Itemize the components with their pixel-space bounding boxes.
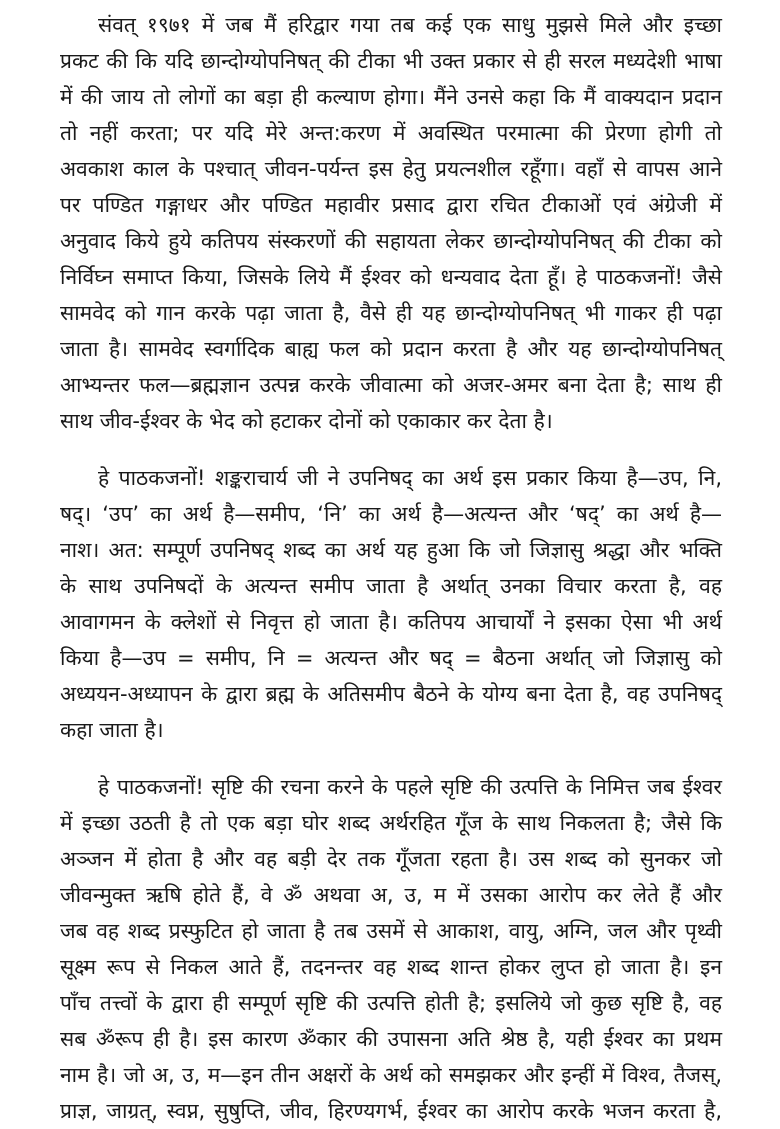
document-page	[60, 7, 722, 1129]
text-line: षद्। ‘उप’ का अर्थ है—समीप, ‘नि’ का अर्थ है—अत्यन्त और ‘षद्’ का अर्थ है—	[60, 502, 722, 526]
text-line: के साथ उपनिषदों के अत्यन्त समीप जाता है अर्थात् उनका विचार करता है, वह	[60, 574, 722, 598]
text-line: साथ जीव-ईश्वर के भेद को हटाकर दोनों को एकाकार कर देता है।	[60, 409, 553, 433]
text-line: आभ्यन्तर फल—ब्रह्मज्ञान उत्पन्न करके जीवात्मा को अजर-अमर बना देता है; साथ ही	[60, 373, 722, 397]
text-line: संवत् १९७१ में जब मैं हरिद्वार गया तब कई एक साधु मुझसे मिले और इच्छा	[98, 13, 722, 37]
text-line: अध्ययन-अध्यापन के द्वारा ब्रह्म के अतिसमीप बैठने के योग्य बना देता है, वह उपनिषद्	[60, 682, 722, 706]
text-line: जब वह शब्द प्रस्फुटित हो जाता है तब उसमें से आकाश, वायु, अग्नि, जल और पृथ्वी	[60, 919, 722, 943]
text-line: में की जाय तो लोगों का बड़ा ही कल्याण होगा। मैंने उनसे कहा कि मैं वाक्यदान प्रदान	[60, 85, 722, 109]
text-line: हे पाठकजनों! सृष्टि की रचना करने के पहले सृष्टि की उत्पत्ति के निमित्त जब ईश्वर	[98, 775, 722, 799]
text-line: जीवन्मुक्त ऋषि होते हैं, वे ॐ अथवा अ, उ, म में उसका आरोप कर लेते हैं और	[60, 883, 722, 907]
text-line: नाश। अत: सम्पूर्ण उपनिषद् शब्द का अर्थ यह हुआ कि जो जिज्ञासु श्रद्धा और भक्ति	[60, 538, 722, 562]
text-line: पाँच तत्त्वों के द्वारा ही सम्पूर्ण सृष्टि की उत्पत्ति होती है; इसलिये जो कुछ सृष्टि है, वह	[60, 991, 722, 1015]
text-line: पर पण्डित गङ्गाधर और पण्डित महावीर प्रसाद द्वारा रचित टीकाओं एवं अंग्रेजी में	[60, 193, 722, 217]
text-line: सब ॐरूप ही है। इस कारण ॐकार की उपासना अति श्रेष्ठ है, यही ईश्वर का प्रथम	[60, 1027, 722, 1051]
text-line: अवकाश काल के पश्चात् जीवन-पर्यन्त इस हेतु प्रयत्नशील रहूँगा। वहाँ से वापस आने	[60, 157, 722, 181]
text-line: निर्विघ्न समाप्त किया, जिसके लिये मैं ईश्वर को धन्यवाद देता हूँ। हे पाठकजनों! जैसे	[60, 265, 722, 289]
text-line: हे पाठकजनों! शङ्कराचार्य जी ने उपनिषद् का अर्थ इस प्रकार किया है—उप, नि,	[98, 466, 722, 490]
text-line: तो नहीं करता; पर यदि मेरे अन्त:करण में अवस्थित परमात्मा की प्रेरणा होगी तो	[60, 121, 722, 145]
text-line: सामवेद को गान करके पढ़ा जाता है, वैसे ही यह छान्दोग्योपनिषत् भी गाकर ही पढ़ा	[60, 301, 722, 325]
text-line: कहा जाता है।	[60, 718, 164, 742]
text-line: नाम है। जो अ, उ, म—इन तीन अक्षरों के अर्थ को समझकर और इन्हीं में विश्व, तैजस्,	[60, 1063, 722, 1087]
text-line: प्रकट की कि यदि छान्दोग्योपनिषत् की टीका भी उक्त प्रकार से ही सरल मध्यदेशी भाषा	[60, 49, 722, 73]
text-line: में इच्छा उठती है तो एक बड़ा घोर शब्द अर्थरहित गूँज के साथ निकलता है; जैसे कि	[60, 811, 722, 835]
text-line: प्राज्ञ, जाग्रत्, स्वप्न, सुषुप्ति, जीव, हिरण्यगर्भ, ईश्वर का आरोप करके भजन करता है,	[60, 1099, 722, 1123]
text-line: सूक्ष्म रूप से निकल आते हैं, तदनन्तर वह शब्द शान्त होकर लुप्त हो जाता है। इन	[60, 955, 722, 979]
paragraph-preface	[60, 7, 722, 439]
text-line: अनुवाद किये हुये कतिपय संस्करणों की सहायता लेकर छान्दोग्योपनिषत् की टीका को	[60, 229, 722, 253]
paragraph-upanishad-meaning	[60, 460, 722, 748]
text-line: अञ्जन में होता है और वह बड़ी देर तक गूँजता रहता है। उस शब्द को सुनकर जो	[60, 847, 722, 871]
text-line: जाता है। सामवेद स्वर्गादिक बाह्य फल को प्रदान करता है और यह छान्दोग्योपनिषत्	[60, 337, 722, 361]
text-line: किया है—उप = समीप, नि = अत्यन्त और षद् = बैठना अर्थात् जो जिज्ञासु को	[60, 646, 722, 670]
text-line: आवागमन के क्लेशों से निवृत्त हो जाता है। कतिपय आचार्यों ने इसका ऐसा भी अर्थ	[60, 610, 722, 634]
paragraph-creation	[60, 769, 722, 1129]
